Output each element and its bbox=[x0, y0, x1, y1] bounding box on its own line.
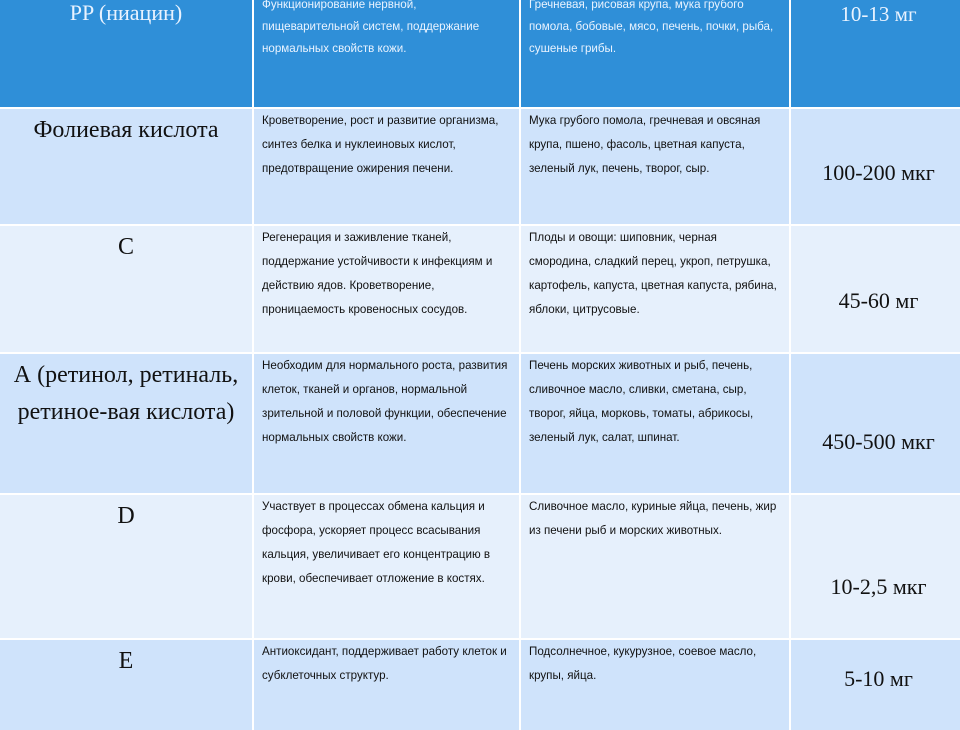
vitamin-name-cell: А (ретинол, ретиналь, ретиное-вая кислота) bbox=[0, 354, 252, 493]
sources-cell: Печень морских животных и рыб, печень, сливочное масло, сливки, сметана, сыр, творог, яйца, морковь, томаты, абрикосы, зеленый лук, салат, шпинат. bbox=[521, 354, 789, 493]
function-cell: Регенерация и заживление тканей, поддержание устойчивости к инфекциям и действию ядов. Кроветворение, проницаемость кровеносных сосудов. bbox=[254, 226, 519, 352]
vitamin-name-cell: Е bbox=[0, 640, 252, 730]
sources-cell: Гречневая, рисовая крупа, мука грубого помола, бобовые, мясо, печень, почки, рыба, сушеные грибы. bbox=[521, 0, 789, 107]
sources-cell: Мука грубого помола, гречневая и овсяная крупа, пшено, фасоль, цветная капуста, зеленый лук, печень, творог, сыр. bbox=[521, 109, 789, 224]
dose-cell: 10-2,5 мкг bbox=[791, 495, 960, 638]
vitamin-name-cell: D bbox=[0, 495, 252, 638]
function-cell: Необходим для нормального роста, развития клеток, тканей и органов, нормальной зрительной и половой функции, обеспечение нормальных свойств кожи. bbox=[254, 354, 519, 493]
dose-cell: 45-60 мг bbox=[791, 226, 960, 352]
function-cell: Антиоксидант, поддерживает работу клеток и субклеточных структур. bbox=[254, 640, 519, 730]
vitamin-name-cell: PP (ниацин) bbox=[0, 0, 252, 107]
sources-cell: Подсолнечное, кукурузное, соевое масло, крупы, яйца. bbox=[521, 640, 789, 730]
vitamin-name-cell: С bbox=[0, 226, 252, 352]
function-cell: Функционирование нервной, пищеварительной систем, поддержание нормальных свойств кожи. bbox=[254, 0, 519, 107]
dose-cell: 450-500 мкг bbox=[791, 354, 960, 493]
function-cell: Кроветворение, рост и развитие организма, синтез белка и нуклеиновых кислот, предотвращение ожирения печени. bbox=[254, 109, 519, 224]
dose-cell: 100-200 мкг bbox=[791, 109, 960, 224]
sources-cell: Плоды и овощи: шиповник, черная смородина, сладкий перец, укроп, петрушка, картофель, капуста, цветная капуста, рябина, яблоки, цитрусовые. bbox=[521, 226, 789, 352]
function-cell: Участвует в процессах обмена кальция и фосфора, ускоряет процесс всасывания кальция, увеличивает его концентрацию в крови, обеспечивает отложение в костях. bbox=[254, 495, 519, 638]
sources-cell: Сливочное масло, куриные яйца, печень, жир из печени рыб и морских животных. bbox=[521, 495, 789, 638]
dose-cell: 5-10 мг bbox=[791, 640, 960, 730]
vitamin-name-cell: Фолиевая кислота bbox=[0, 109, 252, 224]
dose-cell: 10-13 мг bbox=[791, 0, 960, 107]
